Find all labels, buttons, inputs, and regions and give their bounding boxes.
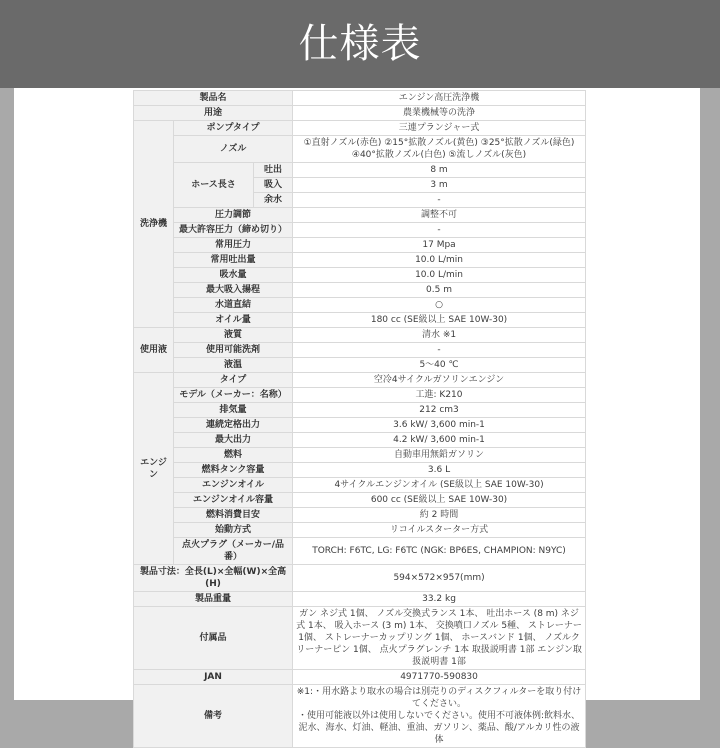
spec-value-remarks: [293, 685, 586, 748]
table-row: [134, 538, 586, 565]
spec-value: 5～40 ℃: [293, 358, 586, 373]
spec-value: 調整不可: [293, 208, 586, 223]
spec-label: オイル量: [174, 313, 293, 328]
spec-value: ①直射ノズル(赤色) ②15°拡散ノズル(黄色) ③25°拡散ノズル(緑色) ④40°拡散ノズル(白色) ⑤流しノズル(灰色): [293, 136, 586, 163]
table-row: [134, 478, 586, 493]
spec-label: 圧力調節: [174, 208, 293, 223]
spec-value: 10.0 L/min: [293, 268, 586, 283]
table-row: [134, 592, 586, 607]
spec-value: 空冷4サイクルガソリンエンジン: [293, 373, 586, 388]
table-row: [134, 106, 586, 121]
spec-value: 4971770-590830: [293, 670, 586, 685]
spec-value: 自動車用無鉛ガソリン: [293, 448, 586, 463]
spec-table: [133, 90, 586, 748]
spec-label: 常用吐出量: [174, 253, 293, 268]
spec-value: 工進: K210: [293, 388, 586, 403]
spec-label: 水道直結: [174, 298, 293, 313]
spec-sublabel: 吐出: [254, 163, 293, 178]
spec-value: 農業機械等の洗浄: [293, 106, 586, 121]
spec-value: リコイルスターター方式: [293, 523, 586, 538]
spec-group-washer: 洗浄機: [134, 121, 174, 328]
spec-value: 4.2 kW/ 3,600 min-1: [293, 433, 586, 448]
spec-label: モデル（メーカー：名称）: [174, 388, 293, 403]
content-card: [14, 88, 700, 745]
spec-value: 600 cc (SE級以上 SAE 10W-30): [293, 493, 586, 508]
table-row: [134, 523, 586, 538]
spec-label: ポンプタイプ: [174, 121, 293, 136]
spec-label: 製品寸法：全長(L)×全幅(W)×全高(H): [134, 565, 293, 592]
spec-label: 液質: [174, 328, 293, 343]
spec-value: -: [293, 223, 586, 238]
spec-sublabel: 吸入: [254, 178, 293, 193]
spec-label: 常用圧力: [174, 238, 293, 253]
table-row: [134, 565, 586, 592]
table-row: [134, 298, 586, 313]
spec-sublabel: 余水: [254, 193, 293, 208]
spec-label: JAN: [134, 670, 293, 685]
spec-label: エンジンオイル容量: [174, 493, 293, 508]
spec-label: 製品重量: [134, 592, 293, 607]
table-row: [134, 433, 586, 448]
spec-label: 最大許容圧力（締め切り）: [174, 223, 293, 238]
table-row: [134, 208, 586, 223]
spec-label: エンジンオイル: [174, 478, 293, 493]
spec-label: ホース長さ: [174, 163, 254, 208]
spec-label: 排気量: [174, 403, 293, 418]
spec-value: 三連プランジャー式: [293, 121, 586, 136]
spec-value: 約 2 時間: [293, 508, 586, 523]
spec-group-engine: エンジン: [134, 373, 174, 565]
table-row: [134, 403, 586, 418]
spec-value: TORCH: F6TC, LG: F6TC (NGK: BP6ES, CHAMPION: N9YC): [293, 538, 586, 565]
spec-label: 液温: [174, 358, 293, 373]
spec-value: エンジン高圧洗浄機: [293, 91, 586, 106]
remark-line: ※1:・用水路より取水の場合は別売りのディスクフィルターを取り付けてください。: [296, 687, 582, 709]
spec-label: 燃料タンク容量: [174, 463, 293, 478]
table-row: [134, 223, 586, 238]
table-row: [134, 328, 586, 343]
spec-value: ○: [293, 298, 586, 313]
spec-value: 10.0 L/min: [293, 253, 586, 268]
table-row: [134, 283, 586, 298]
spec-value: -: [293, 193, 586, 208]
table-row: [134, 493, 586, 508]
table-row: [134, 253, 586, 268]
spec-label: 用途: [134, 106, 293, 121]
table-row: [134, 388, 586, 403]
spec-label: 始動方式: [174, 523, 293, 538]
table-row: [134, 463, 586, 478]
table-row: [134, 508, 586, 523]
spec-group-liquid: 使用液: [134, 328, 174, 373]
table-row: [134, 313, 586, 328]
table-row: [134, 136, 586, 163]
spec-value: ガン ネジ式 1個、 ノズル交換式ランス 1本、 吐出ホース (8 m) ネジ式 1本、 吸入ホース (3 m) 1本、 交換噴口ノズル 5種、 ストレーナー 1個、 ストレーナーカップリング 1個、 ホースバンド 1個、 ノズルクリーナーピン 1個、 点火プラグレンチ 1本 取扱説明書 1部 エンジン取扱説明書 1部: [293, 607, 586, 670]
table-row: [134, 163, 586, 178]
spec-value: 594×572×957(mm): [293, 565, 586, 592]
spec-value: 0.5 m: [293, 283, 586, 298]
table-row: [134, 685, 586, 748]
spec-value: 清水 ※1: [293, 328, 586, 343]
spec-label: 付属品: [134, 607, 293, 670]
table-row: [134, 418, 586, 433]
table-row: [134, 238, 586, 253]
spec-label: 最大吸入揚程: [174, 283, 293, 298]
spec-label: 燃料消費目安: [174, 508, 293, 523]
spec-value: 3.6 L: [293, 463, 586, 478]
spec-label: 点火プラグ（メーカー/品番）: [174, 538, 293, 565]
table-row: [134, 448, 586, 463]
spec-label: ノズル: [174, 136, 293, 163]
table-row: [134, 121, 586, 136]
spec-value: 3.6 kW/ 3,600 min-1: [293, 418, 586, 433]
table-row: [134, 607, 586, 670]
spec-label: 製品名: [134, 91, 293, 106]
spec-label: タイプ: [174, 373, 293, 388]
spec-label: 最大出力: [174, 433, 293, 448]
page-title: 仕様表: [298, 21, 422, 67]
title-banner: [0, 0, 720, 88]
table-row: [134, 343, 586, 358]
table-row: [134, 91, 586, 106]
spec-label: 燃料: [174, 448, 293, 463]
table-row: [134, 268, 586, 283]
spec-value: 17 Mpa: [293, 238, 586, 253]
spec-value: 212 cm3: [293, 403, 586, 418]
spec-value: 8 m: [293, 163, 586, 178]
table-row: [134, 373, 586, 388]
spec-value: 3 m: [293, 178, 586, 193]
spec-value: 4サイクルエンジンオイル (SE級以上 SAE 10W-30): [293, 478, 586, 493]
spec-label: 連続定格出力: [174, 418, 293, 433]
spec-label: 備考: [134, 685, 293, 748]
spec-value: -: [293, 343, 586, 358]
remark-line: ・使用可能液以外は使用しないでください。使用不可液体例:飲料水、泥水、海水、灯油、軽油、重油、ガソリン、薬品、酸/アルカリ性の液体: [298, 711, 581, 745]
table-row: [134, 670, 586, 685]
spec-value: 180 cc (SE級以上 SAE 10W-30): [293, 313, 586, 328]
spec-value: 33.2 kg: [293, 592, 586, 607]
spec-label: 使用可能洗剤: [174, 343, 293, 358]
spec-label: 吸水量: [174, 268, 293, 283]
table-row: [134, 358, 586, 373]
